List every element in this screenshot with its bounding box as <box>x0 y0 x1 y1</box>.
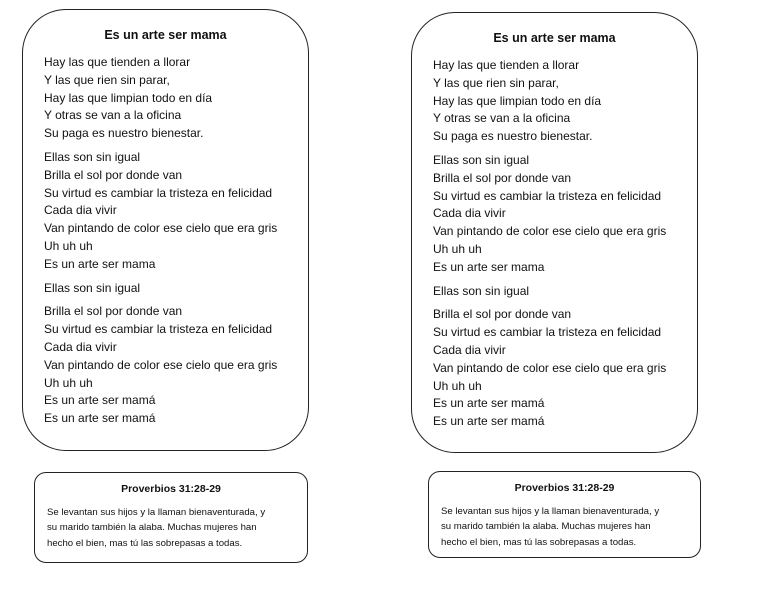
lyric-line: Uh uh uh <box>44 238 93 253</box>
lyric-line: Hay las que limpian todo en día <box>433 93 602 108</box>
lyric-line: Uh uh uh <box>433 378 482 393</box>
lyric-line: Van pintando de color ese cielo que era gris <box>44 221 278 236</box>
proverb-text <box>441 504 692 550</box>
lyric-line: Uh uh uh <box>433 241 482 256</box>
lyric-line: Y las que rien sin parar, <box>44 72 170 87</box>
proverb-line: hecho el bien, mas tú las sobrepasas a todas. <box>441 536 637 548</box>
lyric-line: Su virtud es cambiar la tristeza en felicidad <box>44 322 273 337</box>
lyric-line: Y las que rien sin parar, <box>433 75 559 90</box>
lyric-line: Su paga es nuestro bienestar. <box>433 129 593 144</box>
lyric-line: Brilla el sol por donde van <box>433 170 572 185</box>
lyric-line: Ellas son sin igual <box>44 149 141 164</box>
lyric-line: Brilla el sol por donde van <box>44 304 183 319</box>
lyric-line: Ellas son sin igual <box>433 283 530 298</box>
proverb-text <box>47 505 299 551</box>
lyrics-card-left <box>22 9 309 451</box>
lyric-line: Es un arte ser mamá <box>433 396 545 411</box>
lyric-line: Cada dia vivir <box>44 203 117 218</box>
lyric-line: Cada dia vivir <box>44 339 117 354</box>
lyric-line: Brilla el sol por donde van <box>44 167 183 182</box>
proverb-line: su marido también la alaba. Muchas mujeres han <box>441 521 651 533</box>
proverb-card-left <box>34 472 308 563</box>
lyric-line: Su virtud es cambiar la tristeza en felicidad <box>44 185 273 200</box>
proverb-title: Proverbios 31:28-29 <box>121 483 221 495</box>
song-title: Es un arte ser mama <box>493 31 616 45</box>
lyric-line: Su virtud es cambiar la tristeza en felicidad <box>433 325 662 340</box>
proverb-line: hecho el bien, mas tú las sobrepasas a todas. <box>47 537 243 549</box>
lyric-line: Es un arte ser mamá <box>44 393 156 408</box>
lyric-line: Ellas son sin igual <box>433 152 530 167</box>
song-lyrics <box>433 57 666 431</box>
lyric-line: Van pintando de color ese cielo que era gris <box>433 360 667 375</box>
song-title: Es un arte ser mama <box>104 28 227 42</box>
lyric-line: Y otras se van a la oficina <box>44 108 182 123</box>
lyric-line: Cada dia vivir <box>433 206 506 221</box>
lyric-line: Hay las que tienden a llorar <box>44 55 191 69</box>
lyric-line: Es un arte ser mama <box>433 259 545 274</box>
proverb-line: Se levantan sus hijos y la llaman bienaventurada, y <box>441 506 660 517</box>
lyric-line: Ellas son sin igual <box>44 280 141 295</box>
lyric-line: Brilla el sol por donde van <box>433 307 572 322</box>
song-lyrics <box>44 54 277 428</box>
lyric-line: Van pintando de color ese cielo que era gris <box>433 224 667 239</box>
lyric-line: Cada dia vivir <box>433 342 506 357</box>
lyric-line: Hay las que tienden a llorar <box>433 58 580 72</box>
proverb-line: su marido también la alaba. Muchas mujeres han <box>47 522 257 534</box>
lyric-line: Uh uh uh <box>44 375 93 390</box>
lyric-line: Van pintando de color ese cielo que era gris <box>44 357 278 372</box>
lyric-line: Su virtud es cambiar la tristeza en felicidad <box>433 188 662 203</box>
lyric-line: Y otras se van a la oficina <box>433 111 571 126</box>
lyric-line: Es un arte ser mamá <box>433 414 545 429</box>
lyric-line: Su paga es nuestro bienestar. <box>44 126 204 141</box>
lyric-line: Es un arte ser mama <box>44 256 156 271</box>
proverb-line: Se levantan sus hijos y la llaman bienaventurada, y <box>47 507 266 518</box>
proverb-card-right <box>428 471 701 558</box>
lyric-line: Es un arte ser mamá <box>44 411 156 426</box>
proverb-title: Proverbios 31:28-29 <box>514 482 615 494</box>
lyric-line: Hay las que limpian todo en día <box>44 90 213 105</box>
lyrics-card-right <box>411 12 698 453</box>
